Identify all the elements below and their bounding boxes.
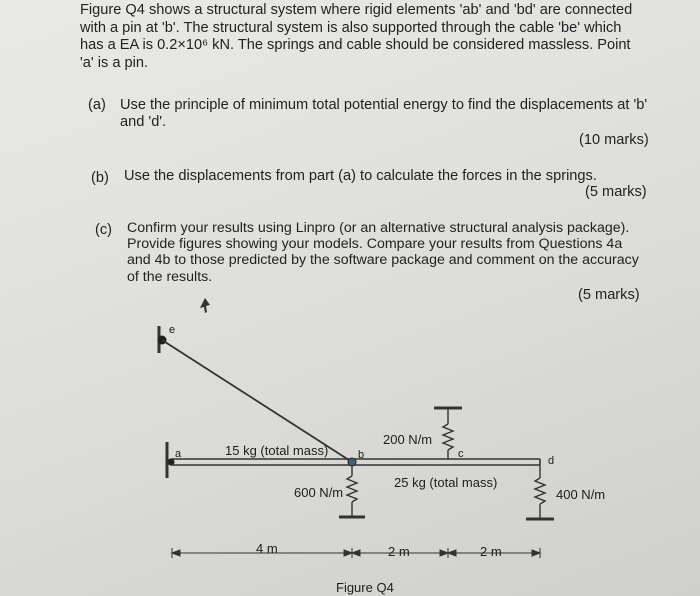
spring-b-label: 600 N/m	[294, 485, 344, 500]
spring-d-label: 400 N/m	[556, 487, 606, 502]
intro-line: 'a' is a pin.	[80, 54, 149, 71]
intro-line: with a pin at 'b'. The structural system is also supported through the cable 'be' which	[80, 19, 622, 36]
point-d-label: d	[548, 455, 555, 467]
question-c-marks: (5 marks)	[578, 287, 640, 303]
intro-line: Figure Q4 shows a structural system where rigid elements 'ab' and 'bd' are connected	[80, 2, 633, 18]
dimension-bc-label: 2 m	[388, 544, 410, 559]
point-b-label: b	[358, 449, 365, 461]
question-b-marks: (5 marks)	[585, 184, 647, 200]
pin-b	[348, 458, 356, 466]
dimension-cd-label: 2 m	[480, 544, 502, 559]
question-c-line: of the results.	[127, 268, 213, 285]
pointer-arrow-icon	[200, 298, 210, 313]
point-e-label: e	[169, 324, 176, 336]
intro-line: has a EA is 0.2×10⁶ kN. The springs and cable should be considered massless. Point	[80, 37, 631, 53]
mass-bd-label: 25 kg (total mass)	[394, 475, 498, 490]
question-a-marks: (10 marks)	[579, 132, 649, 148]
pin-support-a	[167, 442, 175, 478]
question-c-line: Confirm your results using Linpro (or an alternative structural analysis package).	[127, 220, 630, 236]
question-c-line: Provide figures showing your models. Compare your results from Questions 4a	[127, 236, 623, 253]
pin-support-e	[158, 326, 167, 353]
question-c-line: and 4b to those predicted by the software package and comment on the accuracy	[127, 252, 639, 269]
figure-caption: Figure Q4	[336, 580, 394, 595]
question-a-label: (a)	[88, 97, 106, 113]
spring-d	[526, 465, 554, 519]
question-b-line: Use the displacements from part (a) to calculate the forces in the springs.	[124, 168, 597, 184]
dimension-ab-label: 4 m	[256, 541, 278, 556]
question-c-label: (c)	[95, 222, 113, 238]
mass-ab-label: 15 kg (total mass)	[225, 443, 329, 458]
point-a-label: a	[175, 448, 182, 460]
question-a-line: and 'd'.	[120, 114, 167, 130]
point-c-label: c	[458, 448, 464, 460]
question-a-line: Use the principle of minimum total potential energy to find the displacements at 'b'	[120, 97, 648, 113]
spring-c-label: 200 N/m	[383, 432, 433, 447]
question-b-label: (b)	[91, 170, 109, 186]
